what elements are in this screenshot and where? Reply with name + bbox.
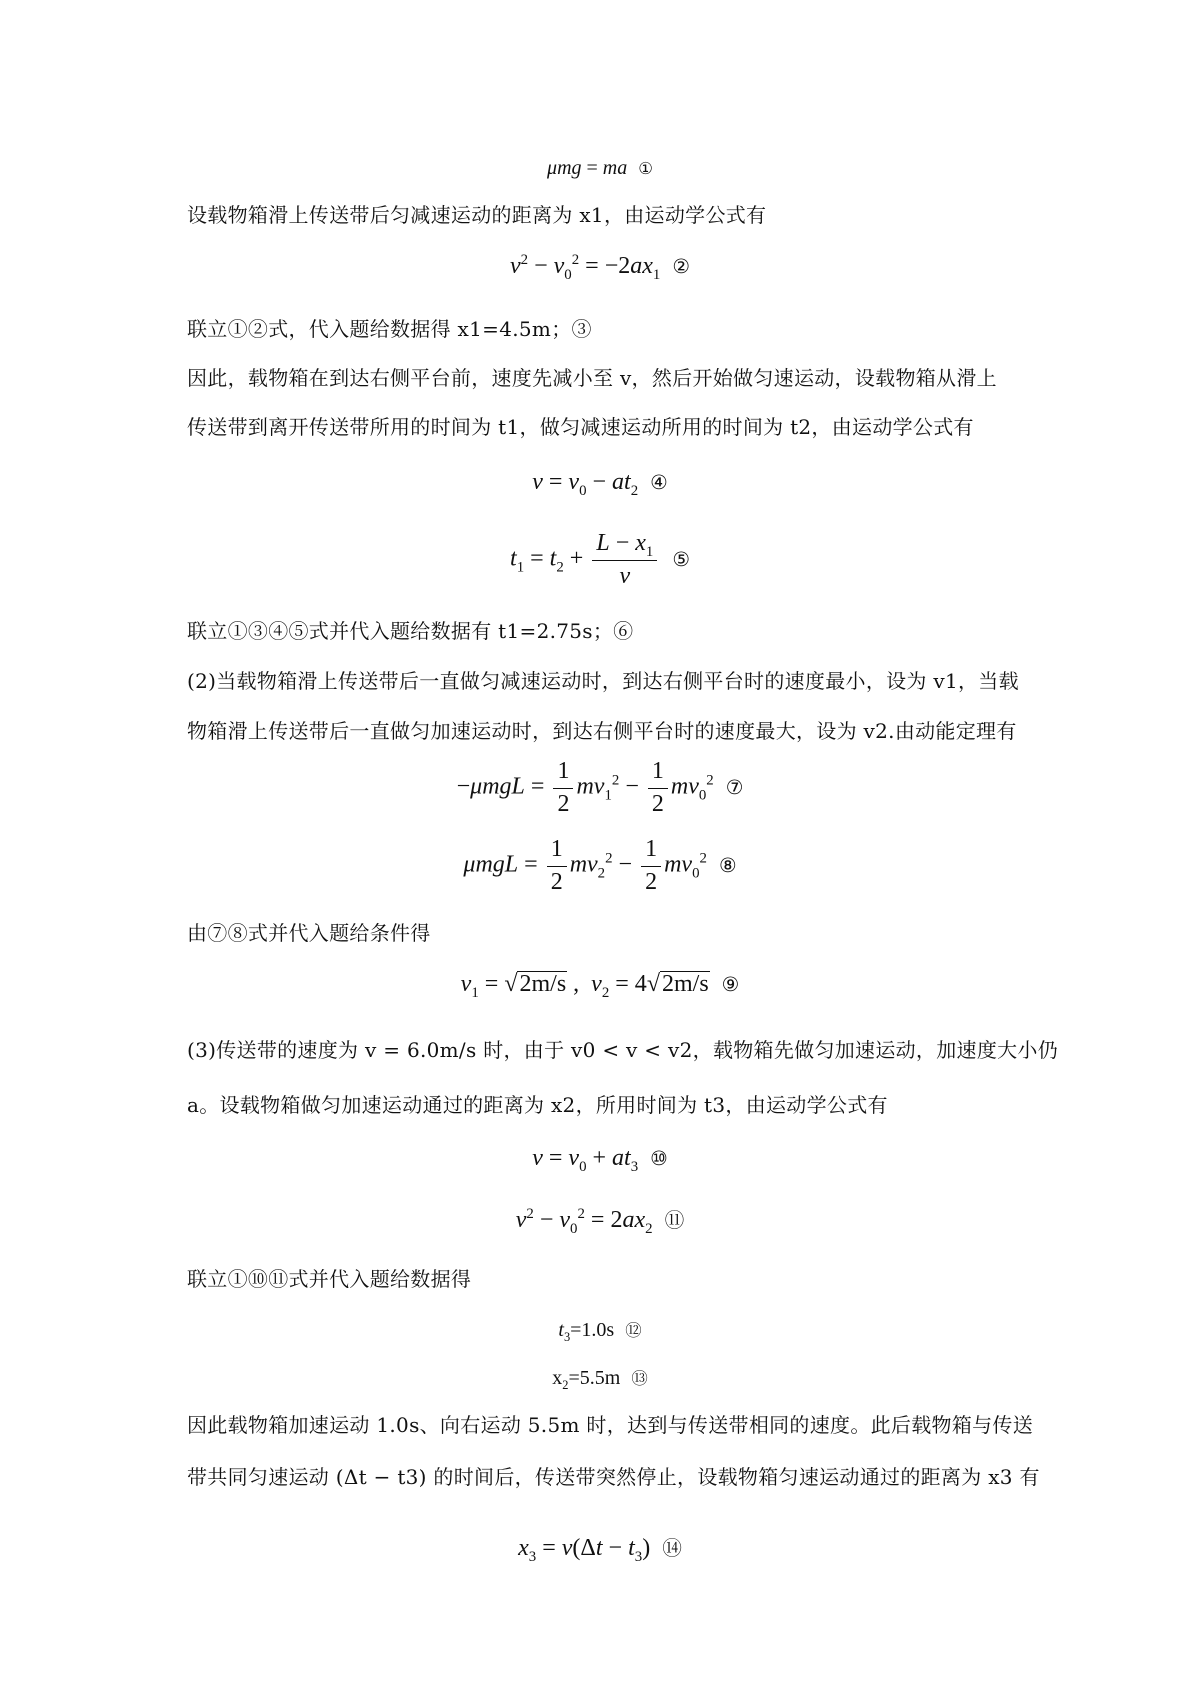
equation-8: μmgL = $\frac{1}{2}$ $mv_2^2$ − $\frac{1}{2}$ $mv_0^2$ ⑧ [463, 836, 737, 895]
fraction: $\frac{1}{2}$ [641, 836, 661, 896]
paragraph-9-line-1: 因此载物箱加速运动 1.0s、向右运动 5.5m 时，达到与传送带相同的速度。此后载物箱与传送 [187, 1413, 1034, 1437]
paragraph-8: 联立①⑩⑪式并代入题给数据得 [187, 1267, 472, 1291]
equation-number: ② [672, 255, 690, 278]
equation-number: ⑭ [662, 1537, 682, 1560]
equation-1: μmg = ma ① [547, 157, 653, 179]
equation-11: $v^2 - v_0^2 = 2ax_2$ ⑪ [515, 1206, 685, 1237]
equation-number: ⑪ [664, 1209, 685, 1232]
equation-number: ① [638, 159, 653, 178]
equation-7: −μmgL = $\frac{1}{2}$ $mv_1^2$ − $\frac{1}{2}$ $mv_0^2$ ⑦ [456, 758, 744, 817]
fraction: $\frac{1}{2}$ [547, 836, 567, 896]
paragraph-7-line-1: (3)传送带的速度为 v = 6.0m/s 时，由于 v0 < v < v2，载物箱先做匀加速运动，加速度大小仍 [187, 1038, 1059, 1062]
equation-number: ⑫ [625, 1321, 642, 1340]
paragraph-5-line-2: 物箱滑上传送带后一直做匀加速运动时，到达右侧平台时的速度最大，设为 v2.由动能定理有 [187, 719, 1017, 743]
result-value: =5.5m [568, 1367, 621, 1389]
sqrt-value: 2m/s [661, 971, 709, 997]
sqrt-value: 2m/s [519, 971, 567, 997]
equation-number: ④ [650, 471, 668, 494]
equation-14: $x_3 = v(\Delta t - t_3)$ ⑭ [518, 1535, 682, 1565]
fraction: $\frac{1}{2}$ [553, 758, 573, 818]
paragraph-4: 联立①③④⑤式并代入题给数据有 t1=2.75s；⑥ [187, 619, 634, 643]
paragraph-2: 联立①②式，代入题给数据得 x1=4.5m；③ [187, 317, 592, 341]
equation-number: ⑨ [721, 973, 740, 996]
fraction: $\frac{L - x_1}{v}$ [592, 530, 657, 590]
equation-number: ⑤ [672, 547, 690, 571]
paragraph-7-line-2: a。设载物箱做匀加速运动通过的距离为 x2，所用时间为 t3，由运动学公式有 [187, 1093, 888, 1117]
paragraph-6: 由⑦⑧式并代入题给条件得 [187, 921, 431, 945]
equation-10: $v = v_0 + at_3$ ⑩ [532, 1145, 668, 1175]
paragraph-1: 设载物箱滑上传送带后匀减速运动的距离为 x1，由运动学公式有 [187, 203, 767, 227]
equation-12: $t_3=1.0s$ ⑫ [558, 1319, 642, 1344]
equation-5: $t_1 = t_2$ + $\frac{L - x_1}{v}$ ⑤ [510, 530, 690, 589]
equation-13: $x_2=5.5m$ ⑬ [552, 1367, 648, 1392]
equation-number: ⑦ [725, 775, 744, 799]
fraction: $\frac{1}{2}$ [648, 758, 668, 818]
paragraph-3-line-2: 传送带到离开传送带所用的时间为 t1，做匀减速运动所用的时间为 t2，由运动学公式有 [187, 415, 974, 439]
paragraph-5-line-1: (2)当载物箱滑上传送带后一直做匀减速运动时，到达右侧平台时的速度最小，设为 v1，当载 [187, 669, 1019, 693]
paragraph-9-line-2: 带共同匀速运动 (Δt − t3) 的时间后，传送带突然停止，设载物箱匀速运动通过的距离为 x3 有 [187, 1465, 1040, 1489]
equation-9: $v_1 = √2m/s$ , $v_2 = 4√2m/s$ ⑨ [460, 971, 740, 1001]
equation-2: $v^2 - v_0^2 = -2ax_1$ ② [510, 252, 690, 283]
equation-number: ⑧ [718, 853, 737, 877]
result-value: =1.0s [570, 1319, 615, 1341]
equation-number: ⑬ [631, 1369, 648, 1388]
paragraph-3-line-1: 因此，载物箱在到达右侧平台前，速度先减小至 v，然后开始做匀速运动，设载物箱从滑上 [187, 366, 997, 390]
equation-number: ⑩ [650, 1147, 668, 1170]
equation-4: $v = v_0 - at_2$ ④ [532, 469, 668, 499]
